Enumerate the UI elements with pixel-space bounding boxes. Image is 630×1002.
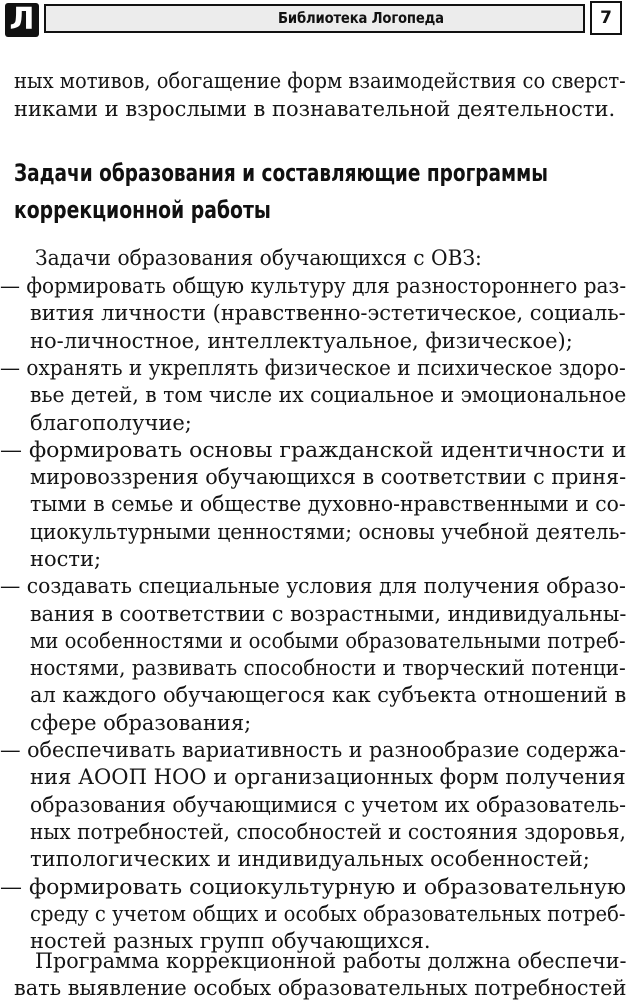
list-item-continuation: благополучие; [30,411,192,435]
list-item-continuation: но-личностное, интеллектуальное, физическое); [30,329,573,353]
paragraph-line: ных мотивов, обогащение форм взаимодействия со сверст- [14,69,626,93]
list-item-line: — обеспечивать вариативность и разнообразие содержа- [0,738,627,762]
section-heading-line: коррекционной работы [14,196,271,224]
paragraph-line: Программа коррекционной работы должна обеспечи- [35,949,627,973]
list-item-continuation: ми особенностями и особыми образовательными потреб- [30,629,626,653]
list-intro: Задачи образования обучающихся с ОВЗ: [35,246,482,270]
section-heading-line: Задачи образования и составляющие программы [14,159,548,187]
list-item-continuation: мировоззрения обучающихся в соответствии с приня- [30,465,627,489]
running-header-bar [44,4,585,33]
list-item-line: — формировать общую культуру для разностороннего раз- [0,274,627,298]
list-item-continuation: ния АООП НОО и организационных форм получения [30,765,626,789]
list-item-continuation: вития личности (нравственно-эстетическое, социаль- [30,301,626,325]
list-item-continuation: ных потребностей, способностей и состояния здоровья, [30,820,626,844]
list-item-continuation: вания в соответствии с возрастными, индивидуальны- [30,602,627,626]
paragraph-line: никами и взрослыми в познавательной деятельности. [14,97,616,121]
list-item-continuation: тыми в семье и обществе духовно-нравственными и со- [30,492,626,516]
running-header-title: Библиотека Логопеда [278,9,444,27]
list-item-line: — формировать основы гражданской идентичности и [0,438,627,462]
list-item-continuation: ностей разных групп обучающихся. [30,929,431,953]
list-item-continuation: ности; [30,547,102,571]
library-logo: Л [5,3,39,37]
list-item-line: — охранять и укреплять физическое и психическое здоро- [0,356,626,380]
list-item-continuation: сфере образования; [30,711,252,735]
list-item-continuation: циокультурными ценностями; основы учебной деятель- [30,520,627,544]
list-item-continuation: образования обучающимися с учетом их образователь- [30,793,626,817]
list-item-continuation: вье детей, в том числе их социальное и эмоциональное [30,383,627,407]
list-item-continuation: среду с учетом общих и особых образовательных потреб- [30,902,626,926]
page-header [0,0,630,42]
list-item-continuation: ал каждого обучающегося как субъекта отношений в [30,683,627,707]
page-number: 7 [590,1,622,35]
list-item-line: — формировать социокультурную и образовательную [0,875,627,899]
list-item-continuation: ностями, развивать способности и творческий потенци- [30,656,626,680]
list-item-line: — создавать специальные условия для получения образо- [0,574,626,598]
paragraph-line: вать выявление особых образовательных потребностей [14,976,627,1000]
list-item-continuation: типологических и индивидуальных особенностей; [30,847,590,871]
